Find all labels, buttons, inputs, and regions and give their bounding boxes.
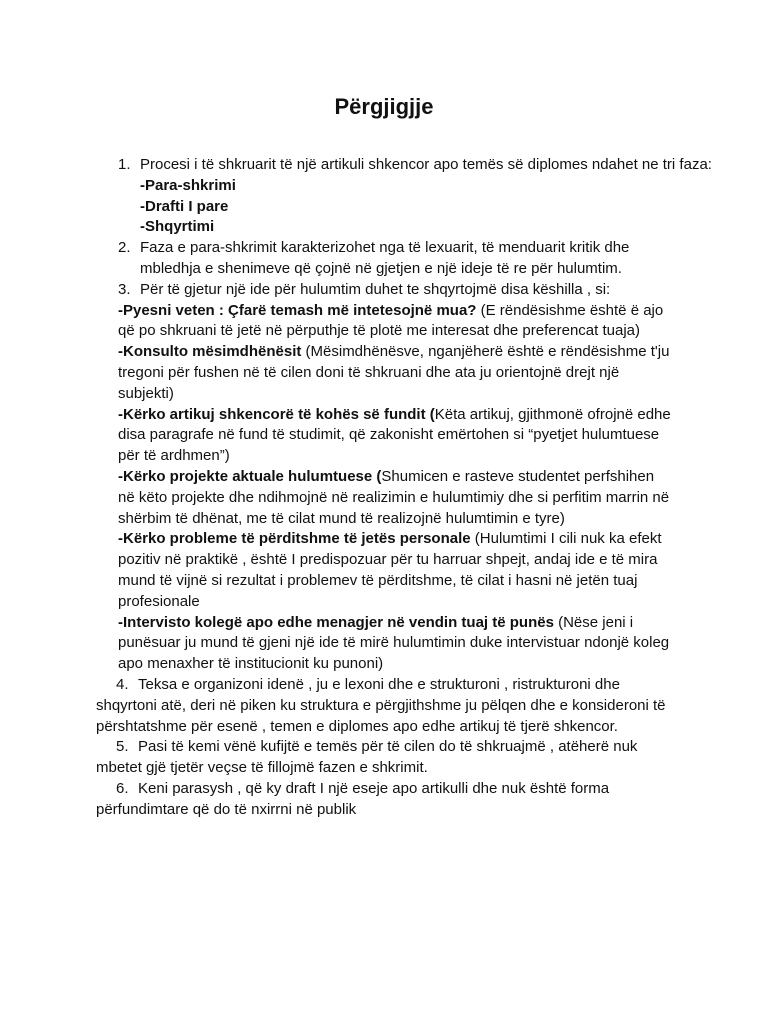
item-text: Teksa e organizoni idenë , ju e lexoni dhe e strukturoni , ristrukturoni dhe shqyrtoni atë, deri në piken ku struktura e përgjithshme ju pëlqen dhe e konsideroni të përshtatshme për esenë , temen e diplomes apo edhe artikuj të tjerë shkencor. xyxy=(96,675,666,735)
answer-body xyxy=(0,155,768,821)
item-number: 3. xyxy=(118,280,131,298)
tip-item xyxy=(0,467,768,529)
list-item-2 xyxy=(0,238,768,280)
list-item-1 xyxy=(0,155,768,176)
tip-label: -Konsulto mësimdhënësit xyxy=(118,343,302,361)
item-number: 6. xyxy=(116,779,129,797)
tip-text: (Hulumtimi I cili nuk ka efekt pozitiv në praktikë , është I predispozuar për tu harruar shpejt, andaj ide e të mira mund të vijnë si rezultat i problemev të përditshme, të cilat i hasni në jetën tuaj profesionale xyxy=(118,530,662,610)
tip-label: -Pyesni veten : Çfarë temash më intetesojnë mua? xyxy=(118,301,477,319)
tip-label: -Kërko probleme të përditshme të jetës personale xyxy=(118,530,471,548)
list-item-6 xyxy=(0,779,768,821)
tip-text: Këta artikuj, gjithmonë ofrojnë edhe disa paragrafe në fund të studimit, që zakonisht emërtohen si “pyetjet hulumtuese për të ardhmen”) xyxy=(118,405,671,465)
item-text: Keni parasysh , që ky draft I një eseje apo artikulli dhe nuk është forma përfundimtare që do të nxirrni në publik xyxy=(96,779,610,818)
tip-text: (Nëse jeni i punësuar ju mund të gjeni një ide të mirë hulumtimin duke intervistuar ndonjë koleg apo menaxher të institucionit ku punoni) xyxy=(118,613,670,673)
tip-item xyxy=(0,613,768,675)
phase-item: -Para-shkrimi xyxy=(140,176,236,194)
list-item-3 xyxy=(0,280,768,301)
tip-item xyxy=(0,301,768,343)
tip-label: -Kërko projekte aktuale hulumtuese ( xyxy=(118,467,382,485)
item-number: 2. xyxy=(118,239,131,257)
list-item-5 xyxy=(0,737,768,779)
item-text: Pasi të kemi vënë kufijtë e temës për të cilen do të shkruajmë , atëherë nuk mbetet gjë tjetër veçse të fillojmë fazen e shkrimit. xyxy=(96,738,638,777)
tip-text: (E rëndësishme është ë ajo që po shkruani të jetë në përputhje të plotë me interesat dhe preferencat tuaja) xyxy=(118,301,664,340)
page-title: Përgjigjje xyxy=(334,94,434,119)
tip-text: (Mësimdhënësve, nganjëherë është e rëndësishme t'ju tregoni për fushen në të cilen doni të shkruani dhe ata ju orientojnë drejt një subjekti) xyxy=(118,343,670,402)
phase-item: -Shqyrtimi xyxy=(140,218,215,236)
item-number: 1. xyxy=(118,156,131,173)
tip-label: -Kërko artikuj shkencorë të kohës së fundit ( xyxy=(118,405,435,423)
item-text: Procesi i të shkruarit të një artikuli shkencor apo temës së diplomes ndahet ne tri faza: xyxy=(140,156,712,173)
phase-item: -Drafti I pare xyxy=(140,197,229,215)
tip-text: Shumicen e rasteve studentet perfshihen në këto projekte dhe ndihmojnë në realizimin e hulumtimiy dhe si perfitim marrin në shërbim të dhënat, me të cilat mund të realizojnë hulumtimin e tyre) xyxy=(118,467,670,527)
tip-item xyxy=(0,529,768,612)
item-number: 4. xyxy=(116,675,129,693)
item-text: Për të gjetur një ide për hulumtim duhet te shqyrtojmë disa këshilla , si: xyxy=(140,280,611,298)
tip-item xyxy=(0,342,768,404)
item-number: 5. xyxy=(116,738,129,756)
tip-item xyxy=(0,405,768,467)
tip-label: -Intervisto kolegë apo edhe menagjer në vendin tuaj të punës xyxy=(118,613,554,631)
list-item-4 xyxy=(0,675,768,737)
item-text: Faza e para-shkrimit karakterizohet nga të lexuarit, të menduarit kritik dhe mbledhja e shenimeve që çojnë në gjetjen e një ideje të re për hulumtim. xyxy=(140,239,630,277)
